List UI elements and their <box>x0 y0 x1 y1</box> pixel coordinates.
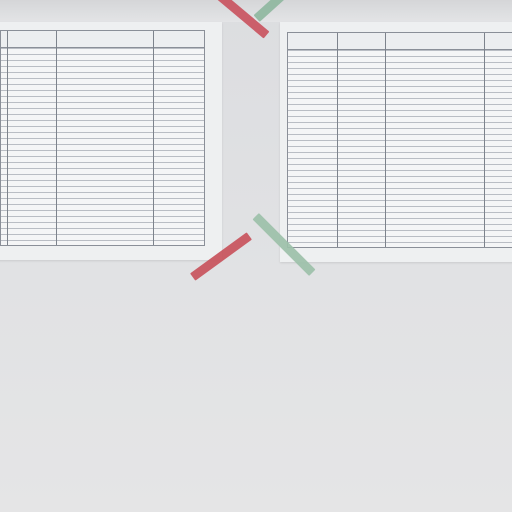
table-header-right <box>288 33 512 50</box>
column-divider <box>337 33 338 247</box>
table-header-left <box>1 31 204 48</box>
column-divider <box>484 33 485 247</box>
column-divider <box>153 31 154 245</box>
column-divider <box>56 31 57 245</box>
column-divider <box>7 31 8 245</box>
table-grid-left <box>0 30 205 246</box>
paper-sheet-right <box>280 22 512 262</box>
paper-sheet-left <box>0 22 222 260</box>
table-grid-right <box>287 32 512 248</box>
column-divider <box>385 33 386 247</box>
